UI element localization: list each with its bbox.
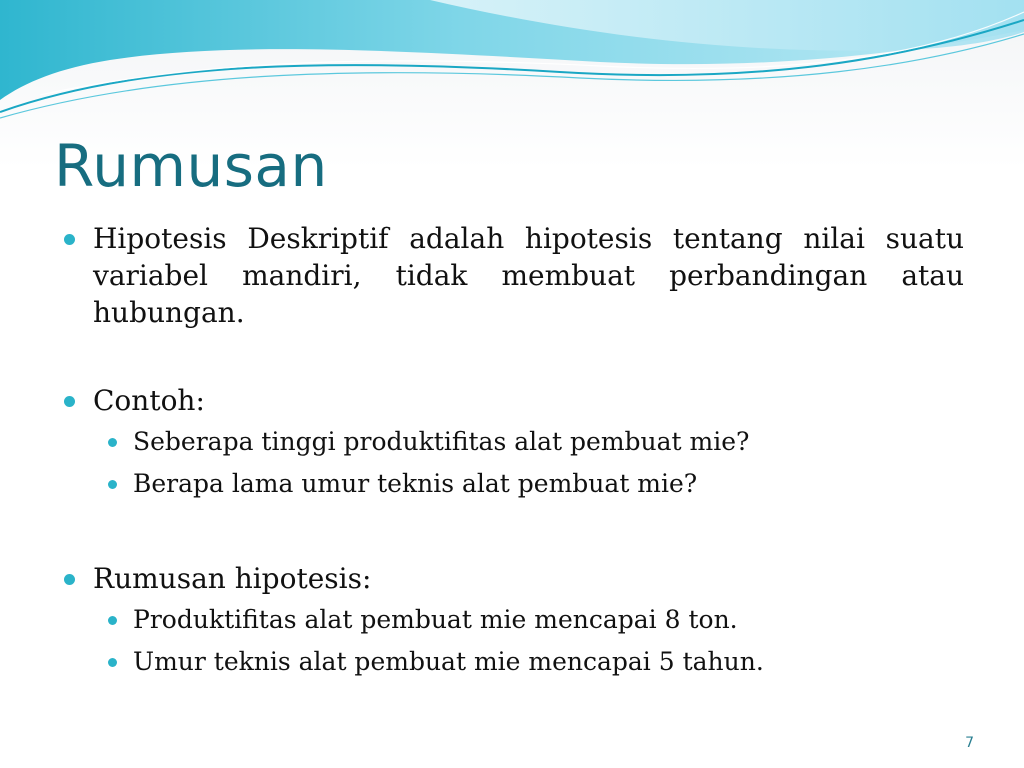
sub-bullet-icon <box>108 480 117 489</box>
page-number: 7 <box>965 735 974 751</box>
bullet-icon <box>64 396 75 407</box>
sub-bullet-text: Seberapa tinggi produktifitas alat pembuat mie? <box>133 427 750 456</box>
bullet-item <box>60 220 964 331</box>
slide-body <box>60 220 964 683</box>
wave-decoration <box>0 0 1024 130</box>
bullet-icon <box>64 234 75 245</box>
bullet-item <box>60 560 964 597</box>
sub-bullet-text: Berapa lama umur teknis alat pembuat mie? <box>133 469 698 498</box>
sub-bullet-item <box>60 421 964 463</box>
sub-bullet-item <box>60 463 964 505</box>
sub-bullet-item <box>60 641 964 683</box>
bullet-text: Contoh: <box>93 384 205 417</box>
sub-bullet-item <box>60 599 964 641</box>
bullet-icon <box>64 574 75 585</box>
sub-bullet-icon <box>108 616 117 625</box>
sub-bullet-text: Produktifitas alat pembuat mie mencapai 8 ton. <box>133 605 738 634</box>
sub-bullet-icon <box>108 438 117 447</box>
sub-bullet-text: Umur teknis alat pembuat mie mencapai 5 tahun. <box>133 647 764 676</box>
bullet-item <box>60 382 964 419</box>
sub-bullet-icon <box>108 658 117 667</box>
bullet-text: Rumusan hipotesis: <box>93 562 372 595</box>
slide-title: Rumusan <box>54 132 328 200</box>
bullet-text: Hipotesis Deskriptif adalah hipotesis tentang nilai suatu variabel mandiri, tidak membuat perbandingan atau hubungan. <box>93 222 964 329</box>
